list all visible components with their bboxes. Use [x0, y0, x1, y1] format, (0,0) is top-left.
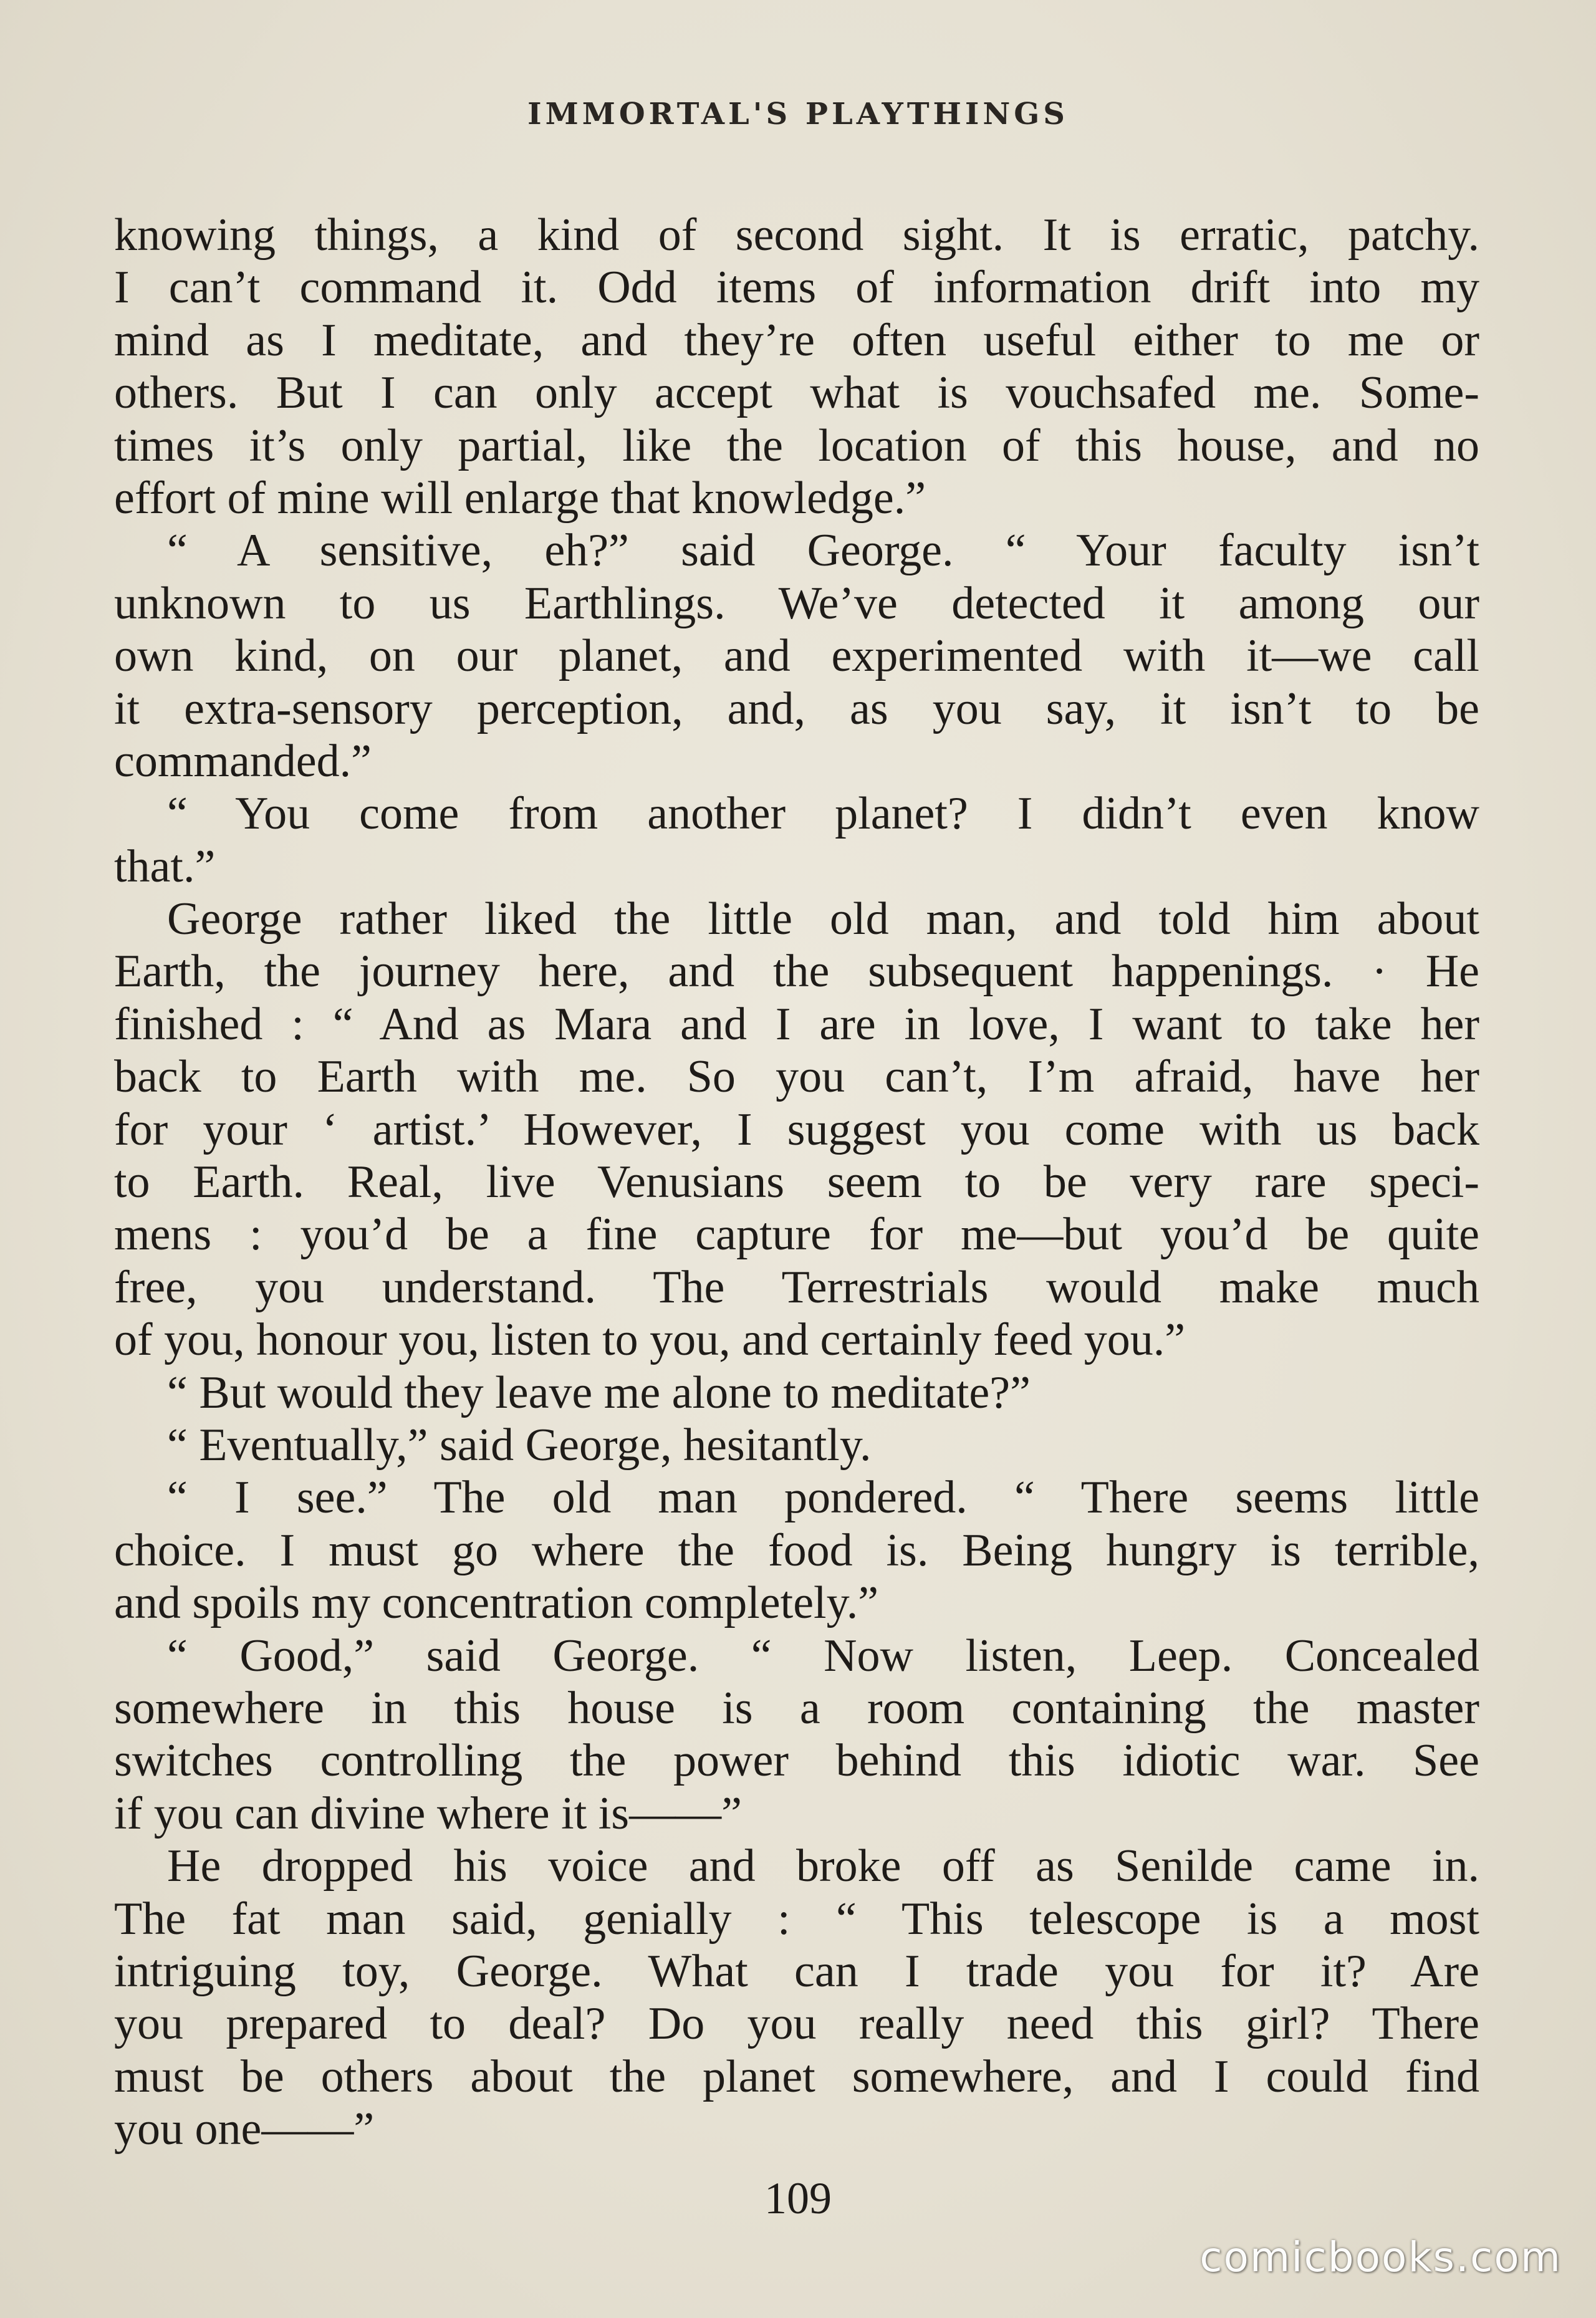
text-line: that.” — [114, 840, 216, 892]
text-line: to Earth. Real, live Venusians seem to be very rare speci- — [114, 1157, 1479, 1208]
text-line: Earth, the journey here, and the subsequent happenings. · He — [114, 946, 1479, 998]
text-line: “ But would they leave me alone to meditate?” — [167, 1367, 1031, 1418]
text-line: “ You come from another planet? I didn’t even know — [167, 788, 1479, 840]
text-line: and spoils my concentration completely.” — [114, 1577, 879, 1629]
text-line: He dropped his voice and broke off as Senilde came in. — [167, 1840, 1479, 1892]
text-line: somewhere in this house is a room containing the master — [114, 1682, 1479, 1734]
text-line: The fat man said, genially : “ This telescope is a most — [114, 1893, 1479, 1945]
text-line: I can’t command it. Odd items of information drift into my — [114, 262, 1479, 314]
text-line: intriguing toy, George. What can I trade you for it? Are — [114, 1945, 1479, 1997]
text-line: must be others about the planet somewhere, and I could find — [114, 2051, 1479, 2102]
text-line: it extra-sensory perception, and, as you say, it isn’t to be — [114, 683, 1479, 734]
page-number: 109 — [764, 2173, 832, 2223]
text-line: “ I see.” The old man pondered. “ There seems little — [167, 1472, 1479, 1524]
text-line: you one——” — [114, 2104, 375, 2155]
text-line: mind as I meditate, and they’re often useful either to me or — [114, 314, 1479, 366]
text-line: you prepared to deal? Do you really need this girl? There — [114, 1998, 1479, 2050]
text-line: “ A sensitive, eh?” said George. “ Your faculty isn’t — [167, 525, 1479, 577]
text-line: mens : you’d be a fine capture for me—but you’d be quite — [114, 1209, 1479, 1261]
text-line: others. But I can only accept what is vouchsafed me. Some- — [114, 367, 1479, 419]
text-line: commanded.” — [114, 735, 372, 787]
text-line: effort of mine will enlarge that knowledge.” — [114, 472, 926, 524]
text-line: own kind, on our planet, and experimented with it—we call — [114, 630, 1479, 682]
text-line: for your ‘ artist.’ However, I suggest you come with us back — [114, 1104, 1479, 1155]
text-line: finished : “ And as Mara and I are in love, I want to take her — [114, 998, 1479, 1050]
text-line: back to Earth with me. So you can’t, I’m afraid, have her — [114, 1051, 1479, 1103]
text-line: of you, honour you, listen to you, and certainly feed you.” — [114, 1314, 1186, 1366]
text-line: free, you understand. The Terrestrials would make much — [114, 1261, 1479, 1313]
text-line: knowing things, a kind of second sight. It is erratic, patchy. — [114, 209, 1479, 261]
text-line: unknown to us Earthlings. We’ve detected it among our — [114, 577, 1479, 629]
text-line: if you can divine where it is——” — [114, 1787, 742, 1839]
watermark: comicbooks.com — [1199, 2233, 1562, 2281]
text-line: “ Good,” said George. “ Now listen, Leep. Concealed — [167, 1630, 1479, 1681]
text-line: “ Eventually,” said George, hesitantly. — [167, 1419, 872, 1471]
body-text — [114, 209, 1479, 2155]
text-line: times it’s only partial, like the location of this house, and no — [114, 420, 1479, 471]
text-line: switches controlling the power behind this idiotic war. See — [114, 1735, 1479, 1787]
text-line: choice. I must go where the food is. Being hungry is terrible, — [114, 1524, 1479, 1576]
text-line: George rather liked the little old man, and told him about — [167, 893, 1479, 945]
running-head: IMMORTAL'S PLAYTHINGS — [527, 97, 1069, 132]
